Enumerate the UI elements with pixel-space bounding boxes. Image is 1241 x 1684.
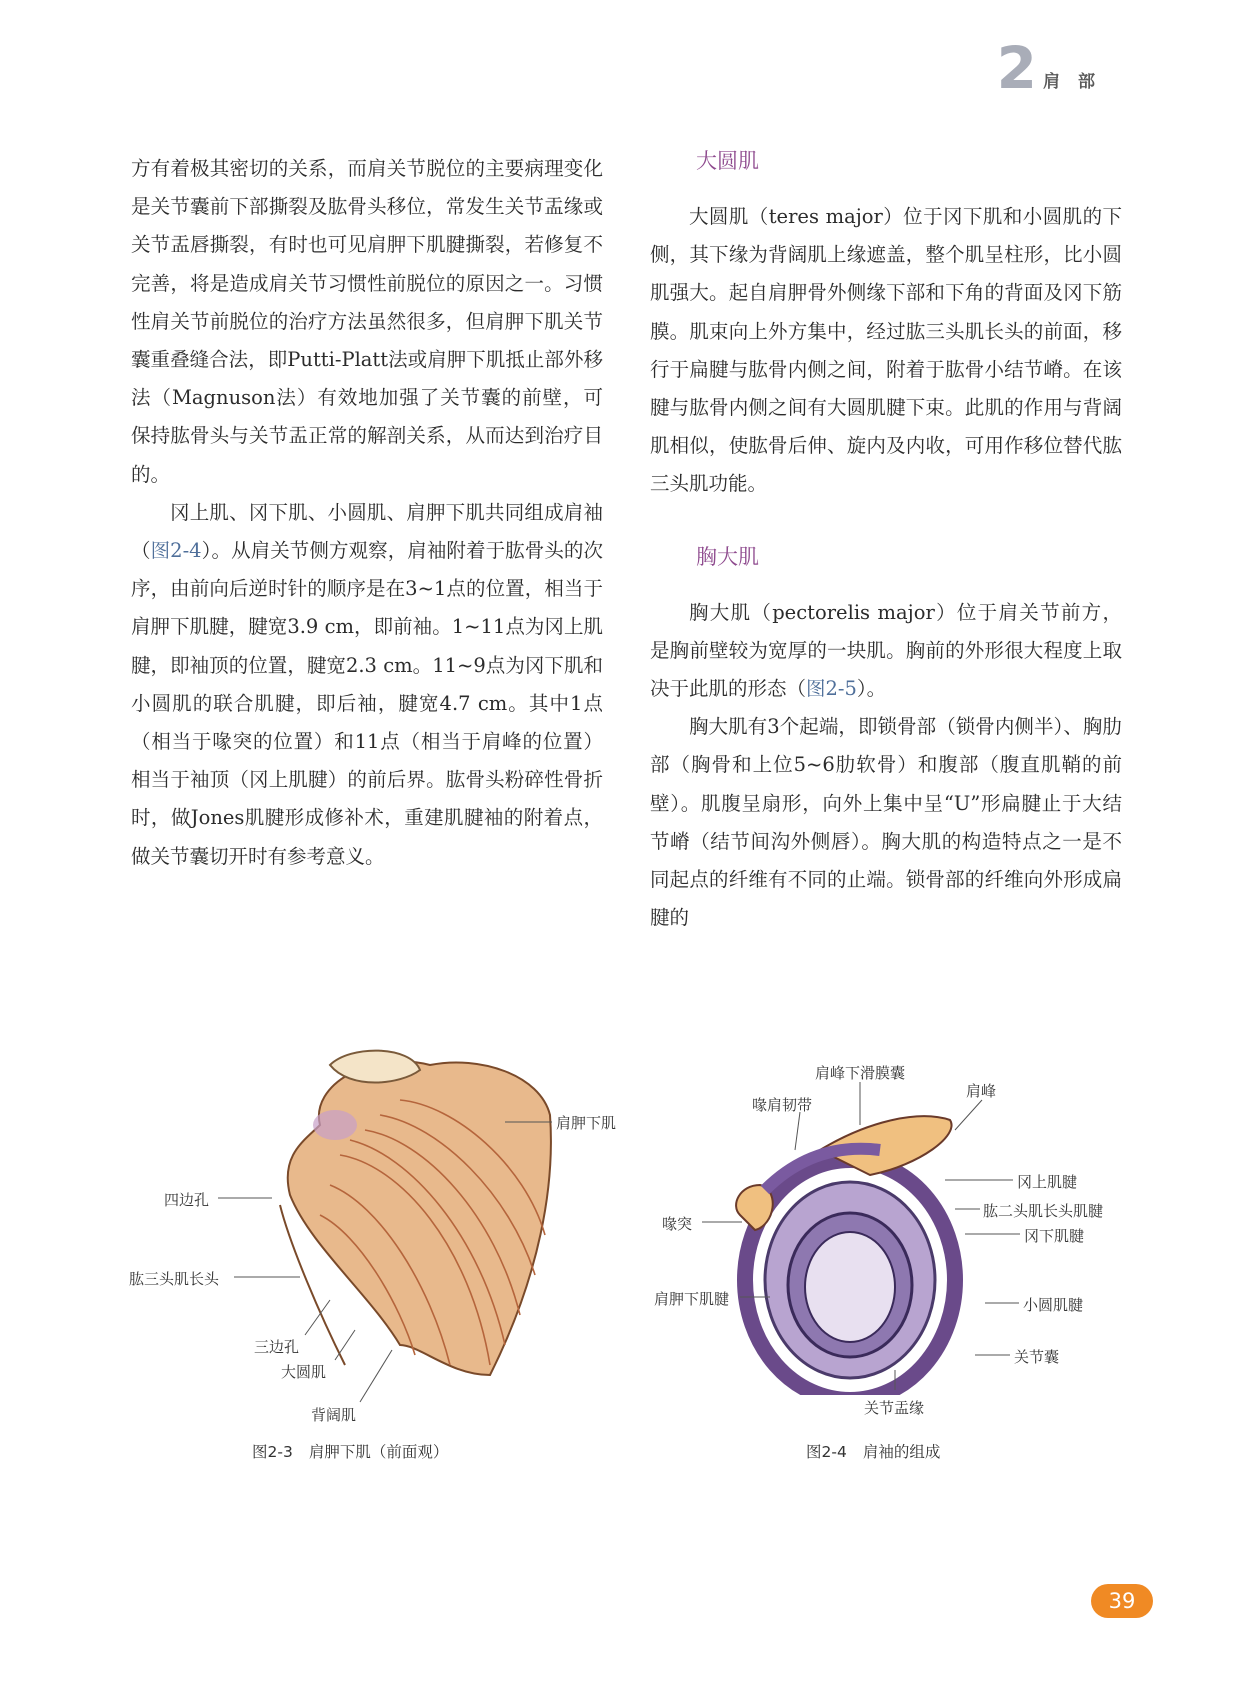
label-coracoacromial-ligament: 喙肩韧带: [752, 1096, 813, 1114]
label-acromion: 肩峰: [966, 1082, 997, 1100]
figure-reference-link[interactable]: 图2-4: [150, 539, 202, 563]
label-teres-minor-tendon: 小圆肌腱: [1023, 1296, 1084, 1314]
figure-caption-right: [806, 1440, 956, 1462]
chapter-title: 肩部: [1043, 72, 1113, 92]
caption-number: 图2-3: [252, 1443, 293, 1461]
label-teres-major: 大圆肌: [281, 1363, 327, 1381]
paragraph-text: ）。: [856, 677, 887, 701]
section-heading-teres-major: 大圆肌: [696, 149, 759, 173]
page-number-badge: 39: [1091, 1584, 1153, 1618]
label-supraspinatus-tendon: 冈上肌腱: [1017, 1173, 1078, 1191]
label-latissimus-dorsi: 背阔肌: [311, 1406, 357, 1424]
label-joint-capsule: 关节囊: [1014, 1348, 1060, 1366]
label-coracoid: 喙突: [662, 1215, 693, 1233]
paragraph-text: ）。从肩关节侧方观察，肩袖附着于肱骨头的次序，由前向后逆时针的顺序是在3~1点的位置，相当于肩胛下肌腱，腱宽3.9 cm，即前袖。1~11点为冈上肌腱，即袖顶的位置，腱宽2.3 cm。11~9点为冈下肌和小圆肌的联合肌腱，即后袖，腱宽4.7 cm。其中1点（相当于喙突的位置）和11点（相当于肩峰的位置）相当于袖顶（冈上肌腱）的前后界。肱骨头粉碎性骨折时，做Jones肌腱形成修补术，重建肌腱袖的附着点，做关节囊切开时有参考意义。: [131, 539, 603, 868]
paragraph-text: 冈上肌、冈下肌、小圆肌、肩胛下肌共同组成肩袖（: [131, 500, 603, 563]
label-triceps-long-head: 肱三头肌长头: [129, 1270, 220, 1288]
section-heading-pectoralis-major: 胸大肌: [696, 544, 759, 569]
figure-reference-link[interactable]: 图2-5: [806, 677, 857, 701]
caption-text: 肩胛下肌（前面观）: [308, 1443, 449, 1461]
label-glenoid-labrum: 关节盂缘: [864, 1399, 925, 1417]
paragraph-text: 胸大肌（pectorelis major）位于肩关节前方，是胸前壁较为宽厚的一块肌。胸前的外形很大程度上取决于此肌的形态（: [650, 600, 1122, 701]
label-subscapularis: 肩胛下肌: [556, 1114, 617, 1132]
paragraph-pectoralis-origins: 胸大肌有3个起端，即锁骨部（锁骨内侧半）、胸肋部（胸骨和上位5~6肋软骨）和腹部（腹直肌鞘的前壁）。肌腹呈扇形，向外上集中呈“U”形扁腱止于大结节嵴（结节间沟外侧唇）。胸大肌的构造特点之一是不同起点的纤维有不同的止端。锁骨部的纤维向外形成扁腱的: [650, 715, 1122, 930]
paragraph-teres-major: 大圆肌（teres major）位于冈下肌和小圆肌的下侧，其下缘为背阔肌上缘遮盖，整个肌呈柱形，比小圆肌强大。起自肩胛骨外侧缘下部和下角的背面及冈下筋膜。肌束向上外方集中，经过肱三头肌长头的前面，移行于扁腱与肱骨内侧之间，附着于肱骨小结节嵴。在该腱与肱骨内侧之间有大圆肌腱下束。此肌的作用与背阔肌相似，使肱骨后伸、旋内及内收，可用作移位替代肱三头肌功能。: [650, 205, 1122, 496]
label-subscapularis-tendon: 肩胛下肌腱: [654, 1290, 730, 1308]
label-triangular-space: 三边孔: [254, 1338, 300, 1356]
chapter-number: 2: [996, 34, 1037, 102]
paragraph-dislocation: 方有着极其密切的关系，而肩关节脱位的主要病理变化是关节囊前下部撕裂及肱骨头移位，常发生关节盂缘或关节盂唇撕裂，有时也可见肩胛下肌腱撕裂，若修复不完善，将是造成肩关节习惯性前脱位的原因之一。习惯性肩关节前脱位的治疗方法虽然很多，但肩胛下肌关节囊重叠缝合法，即Putti-Platt法或肩胛下肌抵止部外移法（Magnuson法）有效地加强了关节囊的前壁，可保持肱骨头与关节盂正常的解剖关系，从而达到治疗目的。: [131, 157, 603, 486]
caption-text: 肩袖的组成: [862, 1443, 941, 1461]
label-subacromial-bursa: 肩峰下滑膜囊: [815, 1064, 906, 1082]
label-infraspinatus-tendon: 冈下肌腱: [1024, 1227, 1085, 1245]
label-quadrilateral-space: 四边孔: [164, 1191, 210, 1209]
caption-number: 图2-4: [806, 1443, 847, 1461]
label-biceps-long-head-tendon: 肱二头肌长头肌腱: [983, 1202, 1104, 1220]
